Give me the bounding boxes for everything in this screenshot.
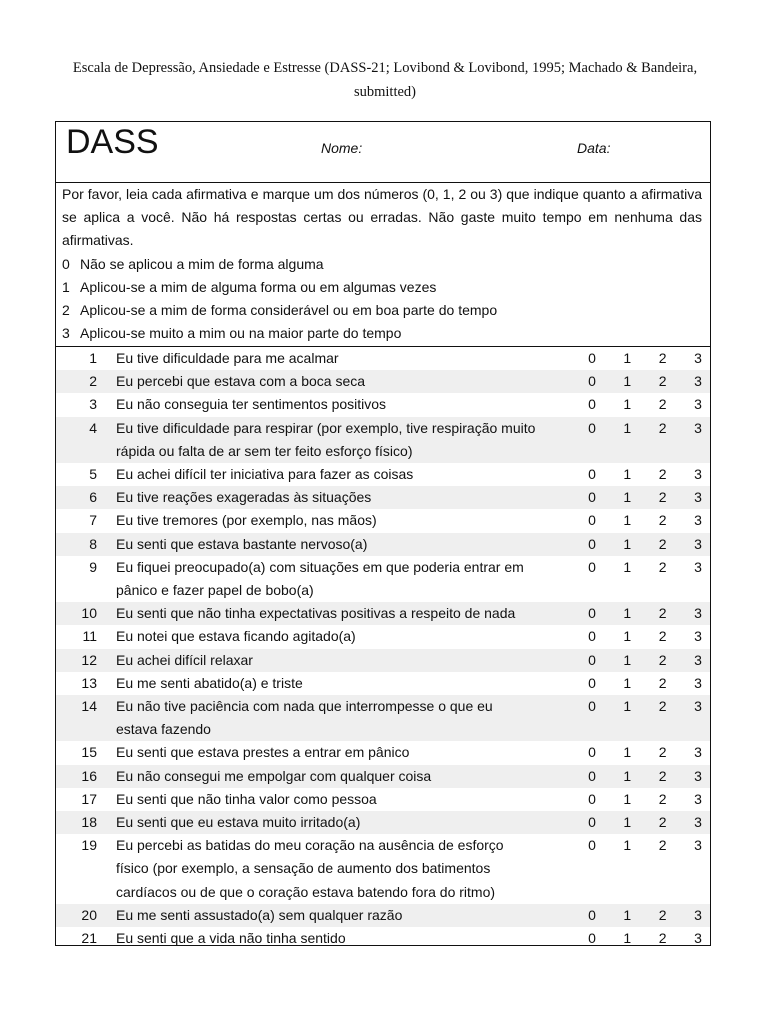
answer-options [586,463,704,486]
list-item [56,556,710,602]
answer-option-2[interactable]: 2 [658,373,667,390]
answer-option-0[interactable]: 0 [588,535,596,552]
list-item [56,834,710,904]
answer-option-3[interactable]: 3 [694,489,702,506]
answer-options [586,486,704,509]
answer-option-1[interactable]: 1 [623,628,632,645]
item-number: 5 [89,466,97,483]
scale-item: 2 Aplicou-se a mim de forma considerável ou em boa parte do tempo [62,302,498,319]
answer-option-1[interactable]: 1 [623,489,632,506]
answer-options [586,625,704,648]
list-item [56,765,710,788]
item-number: 17 [81,790,97,807]
item-text: Eu me senti abatido(a) e triste [116,674,303,691]
items-list [56,347,710,950]
item-text: Eu tive dificuldade para me acalmar [116,350,339,366]
answer-option-0[interactable]: 0 [588,489,596,506]
item-text: Eu tive reações exageradas às situações [116,489,372,506]
answer-option-1[interactable]: 1 [623,814,632,831]
item-number: 14 [81,698,97,715]
list-item [56,904,710,927]
answer-options [586,417,704,440]
item-number: 20 [81,906,97,923]
answer-option-1[interactable]: 1 [623,466,632,483]
citation: Escala de Depressão, Ansiedade e Estresse (DASS-21; Lovibond & Lovibond, 1995; Machado & Bandeira, submitted) [72,60,698,100]
answer-options [586,927,704,950]
item-number: 3 [89,396,97,413]
instructions [56,183,710,347]
item-text: Eu não conseguia ter sentimentos positivos [116,396,387,413]
answer-option-0[interactable]: 0 [588,814,596,831]
answer-option-0[interactable]: 0 [588,419,596,436]
name-field-label: Nome: [321,140,363,156]
answer-option-3[interactable]: 3 [694,466,702,483]
answer-option-2[interactable]: 2 [658,744,667,761]
answer-options [586,370,704,393]
answer-options [586,765,704,788]
answer-option-0[interactable]: 0 [588,628,596,645]
item-text: Eu tive tremores (por exemplo, nas mãos) [116,512,377,529]
answer-option-1[interactable]: 1 [623,790,632,807]
answer-option-2[interactable]: 2 [658,837,667,854]
answer-option-2[interactable]: 2 [658,698,667,715]
answer-option-3[interactable]: 3 [694,906,702,923]
list-item [56,649,710,672]
item-text: Eu achei difícil relaxar [116,651,253,668]
answer-options [586,347,704,370]
item-number: 16 [81,767,97,784]
item-text: Eu achei difícil ter iniciativa para fazer as coisas [116,466,414,483]
answer-option-3[interactable]: 3 [694,396,702,413]
answer-option-2[interactable]: 2 [658,674,667,691]
answer-options [586,556,704,579]
list-item [56,486,710,509]
answer-option-1[interactable]: 1 [623,767,632,784]
item-text: Eu senti que não tinha valor como pessoa [116,790,377,807]
item-text: Eu não consegui me empolgar com qualquer coisa [116,767,432,784]
answer-option-2[interactable]: 2 [658,512,667,529]
answer-option-0[interactable]: 0 [588,698,596,715]
item-text: Eu senti que não tinha expectativas positivas a respeito de nada [116,605,516,622]
answer-option-2[interactable]: 2 [658,350,667,366]
item-number: 9 [89,558,97,575]
item-text: Eu não tive paciência com nada que interrompesse o que eu estava fazendo [116,698,493,738]
answer-option-2[interactable]: 2 [658,396,667,413]
scale-item: 1 Aplicou-se a mim de alguma forma ou em algumas vezes [62,278,437,295]
list-item [56,602,710,625]
list-item [56,370,710,393]
answer-option-2[interactable]: 2 [658,814,667,831]
answer-option-0[interactable]: 0 [588,837,596,854]
answer-option-3[interactable]: 3 [694,930,702,947]
answer-options [586,834,704,857]
answer-option-3[interactable]: 3 [694,837,702,854]
answer-option-2[interactable]: 2 [658,767,667,784]
answer-option-3[interactable]: 3 [694,814,702,831]
answer-option-2[interactable]: 2 [658,535,667,552]
list-item [56,393,710,416]
answer-option-0[interactable]: 0 [588,466,596,483]
answer-option-2[interactable]: 2 [658,790,667,807]
answer-option-3[interactable]: 3 [694,698,702,715]
answer-option-0[interactable]: 0 [588,350,596,366]
date-field-label: Data: [577,140,611,156]
answer-option-2[interactable]: 2 [658,466,667,483]
answer-option-2[interactable]: 2 [658,605,667,622]
answer-option-0[interactable]: 0 [588,744,596,761]
item-number: 1 [89,350,97,366]
answer-option-0[interactable]: 0 [588,790,596,807]
item-text: Eu tive dificuldade para respirar (por exemplo, tive respiração muito rápida ou falta de ar sem ter feito esforço físico) [116,419,536,459]
list-item [56,695,710,741]
item-number: 15 [81,744,97,761]
answer-option-1[interactable]: 1 [623,535,632,552]
answer-options [586,811,704,834]
answer-option-1[interactable]: 1 [623,350,632,366]
answer-option-1[interactable]: 1 [623,698,632,715]
answer-option-3[interactable]: 3 [694,628,702,645]
item-text: Eu percebi as batidas do meu coração na ausência de esforço físico (por exemplo, a sensação de aumento dos batimentos cardíacos ou de que o coração estava batendo fora do ritmo) [116,837,504,900]
answer-option-1[interactable]: 1 [623,512,632,529]
answer-option-3[interactable]: 3 [694,744,702,761]
answer-option-3[interactable]: 3 [694,790,702,807]
answer-option-0[interactable]: 0 [588,767,596,784]
answer-options [586,741,704,764]
answer-option-2[interactable]: 2 [658,489,667,506]
list-item [56,625,710,648]
item-number: 10 [81,605,97,622]
answer-options [586,904,704,927]
answer-option-1[interactable]: 1 [623,930,632,947]
answer-option-0[interactable]: 0 [588,674,596,691]
item-number: 21 [81,930,97,947]
answer-option-3[interactable]: 3 [694,512,702,529]
item-text: Eu senti que estava bastante nervoso(a) [116,535,368,552]
list-item [56,811,710,834]
answer-option-1[interactable]: 1 [623,396,632,413]
answer-option-2[interactable]: 2 [658,419,667,436]
item-text: Eu fiquei preocupado(a) com situações em que poderia entrar em pânico e fazer papel de bobo(a) [116,558,524,599]
item-number: 7 [89,512,97,529]
item-text: Eu senti que a vida não tinha sentido [116,930,346,947]
answer-options [586,695,704,718]
answer-option-0[interactable]: 0 [588,396,596,413]
answer-option-3[interactable]: 3 [694,767,702,784]
item-text: Eu senti que eu estava muito irritado(a) [116,814,361,831]
list-item [56,741,710,764]
answer-option-0[interactable]: 0 [588,512,596,529]
answer-option-1[interactable]: 1 [623,373,632,390]
answer-option-3[interactable]: 3 [694,674,702,691]
answer-option-3[interactable]: 3 [694,651,702,668]
list-item [56,533,710,556]
answer-option-1[interactable]: 1 [623,744,632,761]
list-item [56,927,710,950]
answer-option-1[interactable]: 1 [623,651,632,668]
list-item [56,672,710,695]
answer-options [586,509,704,532]
item-number: 12 [81,651,97,668]
scale-item: 0 Não se aplicou a mim de forma alguma [62,255,324,272]
answer-option-1[interactable]: 1 [623,558,632,575]
answer-option-0[interactable]: 0 [588,558,596,575]
list-item [56,509,710,532]
answer-option-3[interactable]: 3 [694,350,702,366]
item-number: 8 [89,535,97,552]
list-item [56,347,710,370]
item-text: Eu notei que estava ficando agitado(a) [116,628,356,645]
form-title: DASS [66,123,159,161]
list-item [56,417,710,463]
item-number: 18 [81,814,97,831]
answer-options [586,533,704,556]
item-number: 13 [81,674,97,691]
answer-option-2[interactable]: 2 [658,930,667,947]
answer-option-2[interactable]: 2 [658,651,667,668]
answer-option-2[interactable]: 2 [658,906,667,923]
answer-option-3[interactable]: 3 [694,535,702,552]
answer-option-2[interactable]: 2 [658,558,667,575]
answer-options [586,393,704,416]
answer-option-1[interactable]: 1 [623,419,632,436]
answer-options [586,672,704,695]
dass-form [55,121,711,946]
item-text: Eu percebi que estava com a boca seca [116,373,366,390]
answer-options [586,788,704,811]
answer-option-1[interactable]: 1 [623,605,632,622]
item-number: 4 [89,419,97,436]
answer-option-0[interactable]: 0 [588,930,596,947]
answer-option-0[interactable]: 0 [588,651,596,668]
item-number: 19 [81,837,97,854]
item-text: Eu senti que estava prestes a entrar em pânico [116,744,410,761]
item-number: 11 [82,628,97,645]
answer-option-0[interactable]: 0 [588,906,596,923]
answer-option-3[interactable]: 3 [694,605,702,622]
answer-option-2[interactable]: 2 [658,628,667,645]
answer-option-3[interactable]: 3 [694,419,702,436]
answer-options [586,602,704,625]
answer-option-0[interactable]: 0 [588,605,596,622]
answer-option-1[interactable]: 1 [623,674,632,691]
instructions-text: Por favor, leia cada afirmativa e marque um dos números (0, 1, 2 ou 3) que indique quanto a afirmativa se aplica a você. Não há respostas certas ou erradas. Não gaste muito tempo em nenhuma das afirmativas. [62,186,702,249]
list-item [56,463,710,486]
answer-option-3[interactable]: 3 [694,373,702,390]
form-header [56,122,710,183]
answer-option-3[interactable]: 3 [694,558,702,575]
answer-option-0[interactable]: 0 [588,373,596,390]
answer-option-1[interactable]: 1 [623,906,632,923]
item-number: 2 [89,373,97,390]
answer-options [586,649,704,672]
list-item [56,788,710,811]
item-number: 6 [89,489,97,506]
item-text: Eu me senti assustado(a) sem qualquer razão [116,906,403,923]
scale-item: 3 Aplicou-se muito a mim ou na maior parte do tempo [62,325,402,342]
answer-option-1[interactable]: 1 [623,837,632,854]
